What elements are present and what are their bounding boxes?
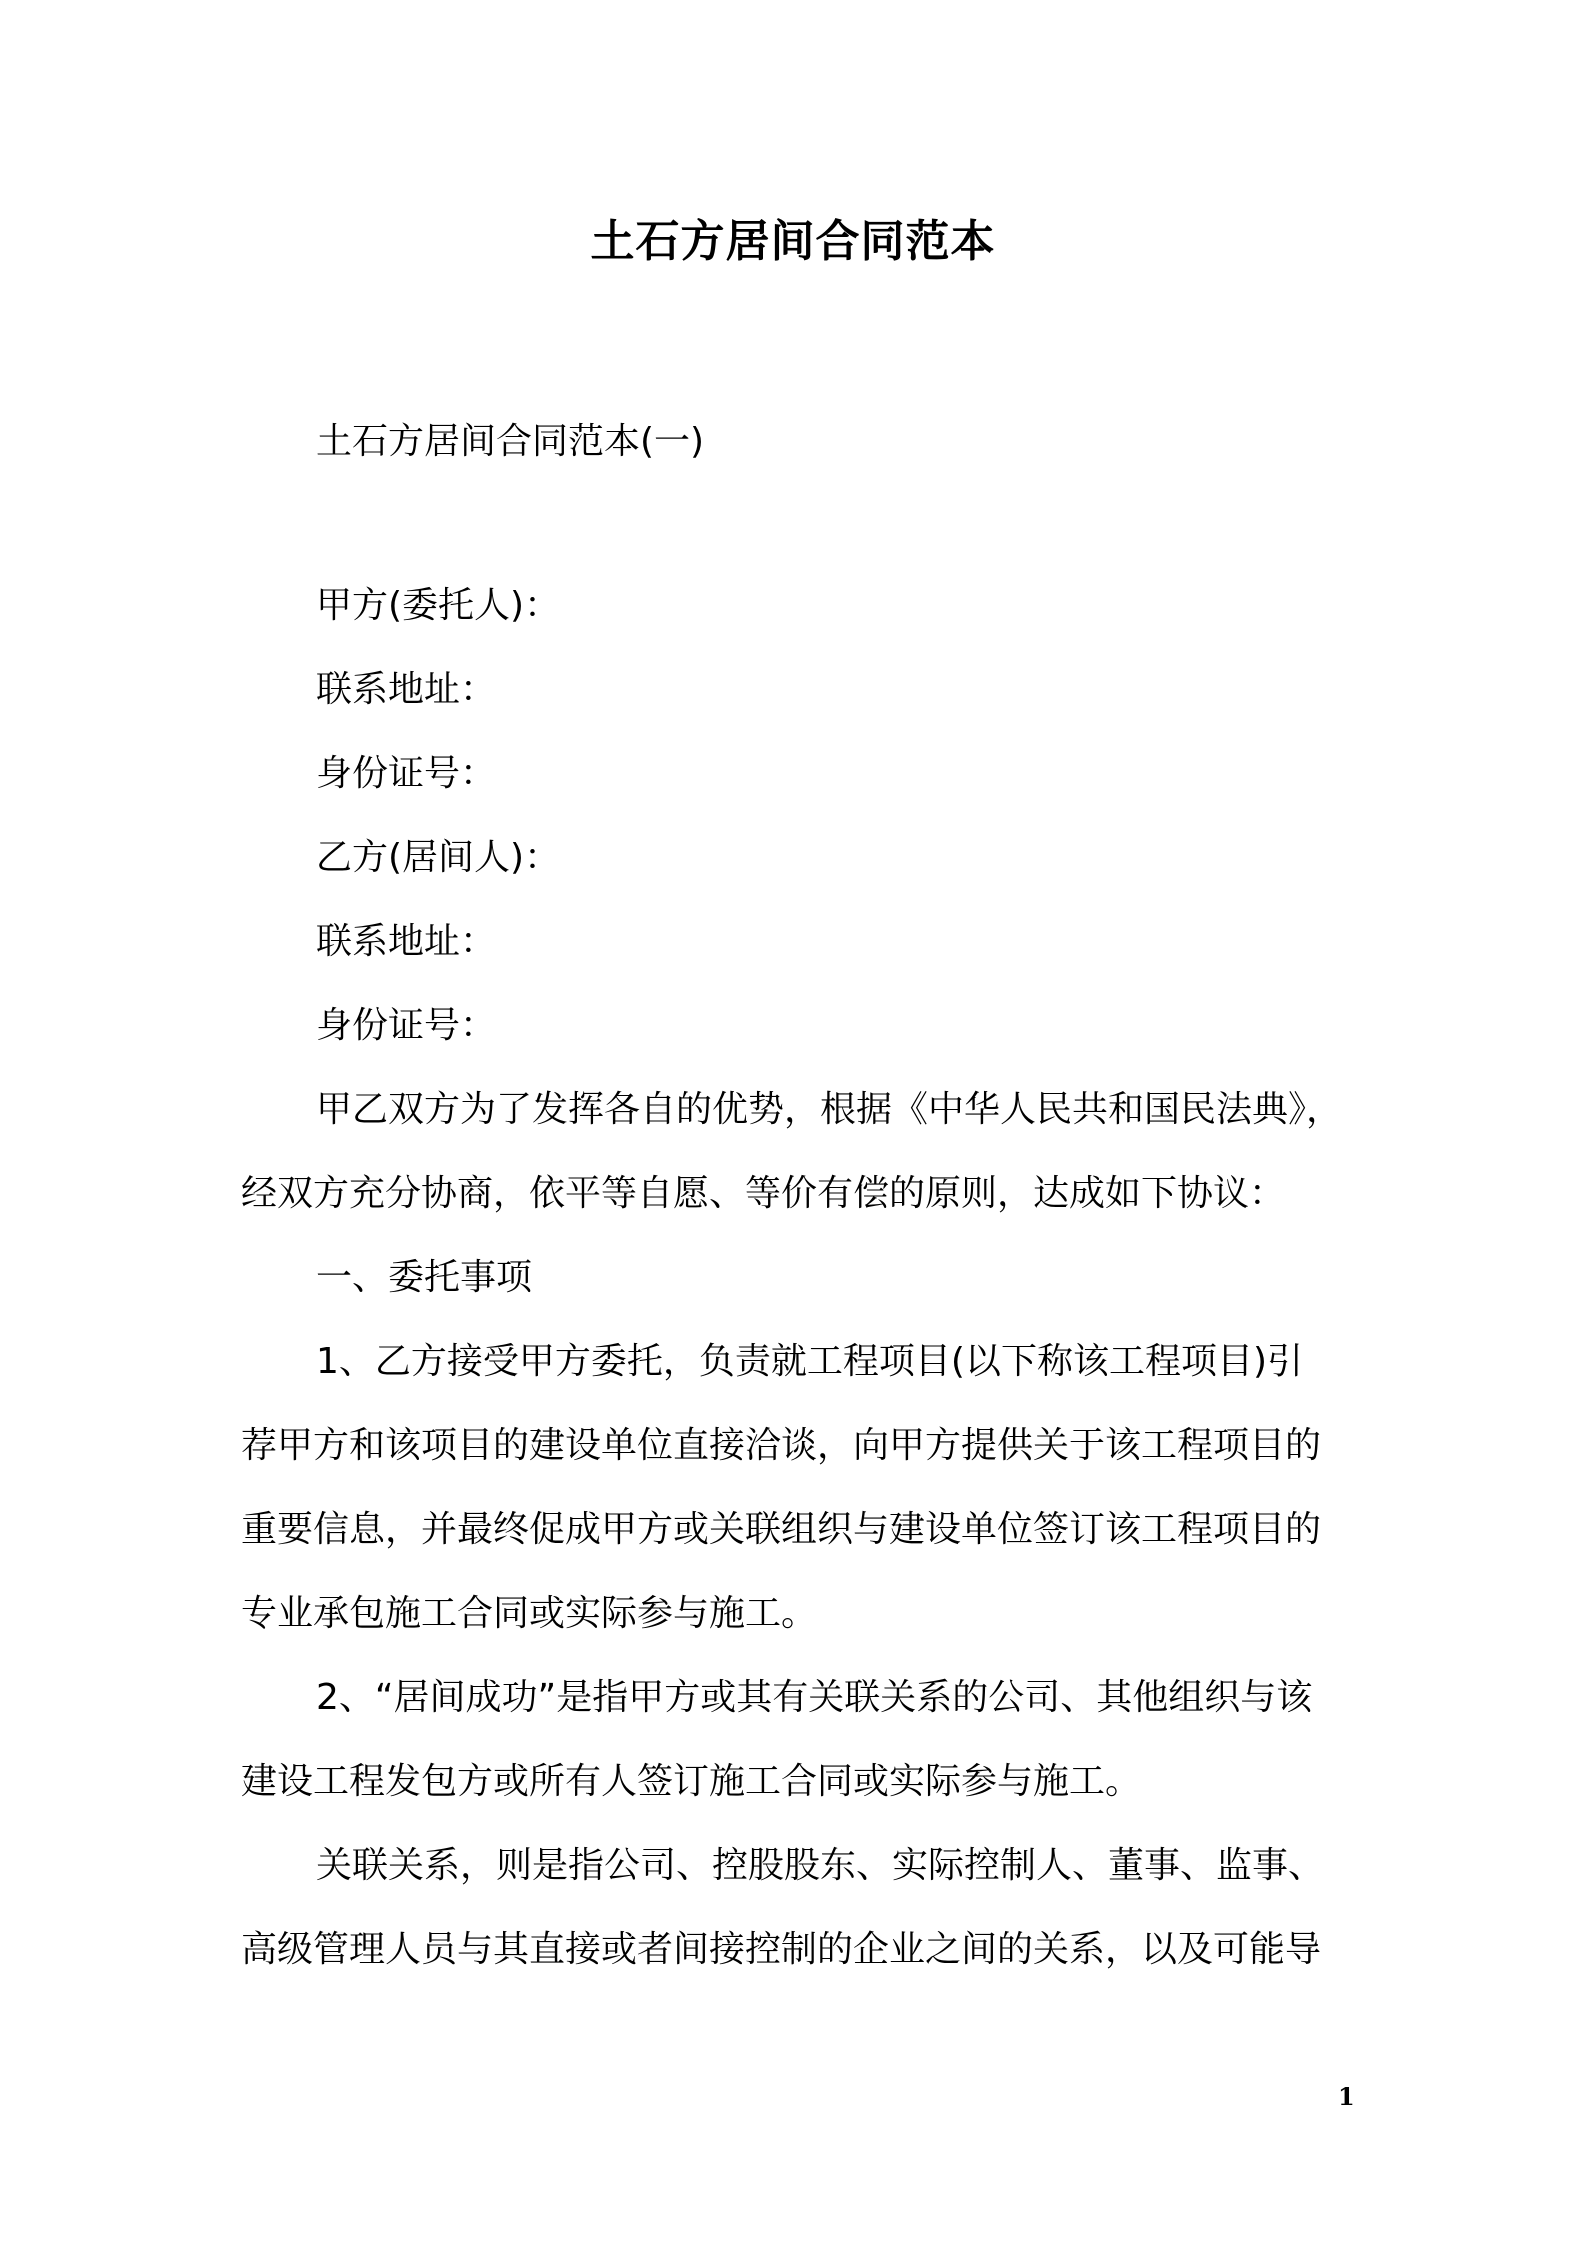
party-a-address-label: 联系地址： <box>316 669 497 710</box>
party-b-label: 乙方(居间人)： <box>316 837 561 878</box>
paragraph-line: 1、乙方接受甲方委托，负责就工程项目(以下称该工程项目)引 <box>316 1341 1303 1382</box>
party-a-label: 甲方(委托人)： <box>316 585 561 626</box>
party-b-address-label: 联系地址： <box>316 921 497 962</box>
document-title: 土石方居间合同范本 <box>590 216 996 267</box>
paragraph-line: 2、“居间成功”是指甲方或其有关联关系的公司、其他组织与该 <box>316 1677 1313 1718</box>
party-a-id-label: 身份证号： <box>316 753 497 794</box>
paragraph-line: 高级管理人员与其直接或者间接控制的企业之间的关系，以及可能导 <box>241 1929 1322 1970</box>
party-b-id-label: 身份证号： <box>316 1005 497 1046</box>
paragraph-line: 专业承包施工合同或实际参与施工。 <box>241 1593 818 1634</box>
paragraph-line: 重要信息，并最终促成甲方或关联组织与建设单位签订该工程项目的 <box>241 1509 1322 1550</box>
paragraph-line: 关联关系，则是指公司、控股股东、实际控制人、董事、监事、 <box>316 1845 1325 1886</box>
section-heading: 一、委托事项 <box>316 1257 533 1298</box>
paragraph-line: 甲乙双方为了发挥各自的优势，根据《中华人民共和国民法典》， <box>316 1089 1343 1130</box>
document-subtitle: 土石方居间合同范本(一) <box>316 421 705 462</box>
paragraph-line: 建设工程发包方或所有人签订施工合同或实际参与施工。 <box>241 1761 1142 1802</box>
paragraph-line: 经双方充分协商，依平等自愿、等价有偿的原则，达成如下协议： <box>241 1173 1286 1214</box>
page-number: 1 <box>1338 2082 1355 2111</box>
paragraph-line: 荐甲方和该项目的建设单位直接洽谈，向甲方提供关于该工程项目的 <box>241 1425 1322 1466</box>
